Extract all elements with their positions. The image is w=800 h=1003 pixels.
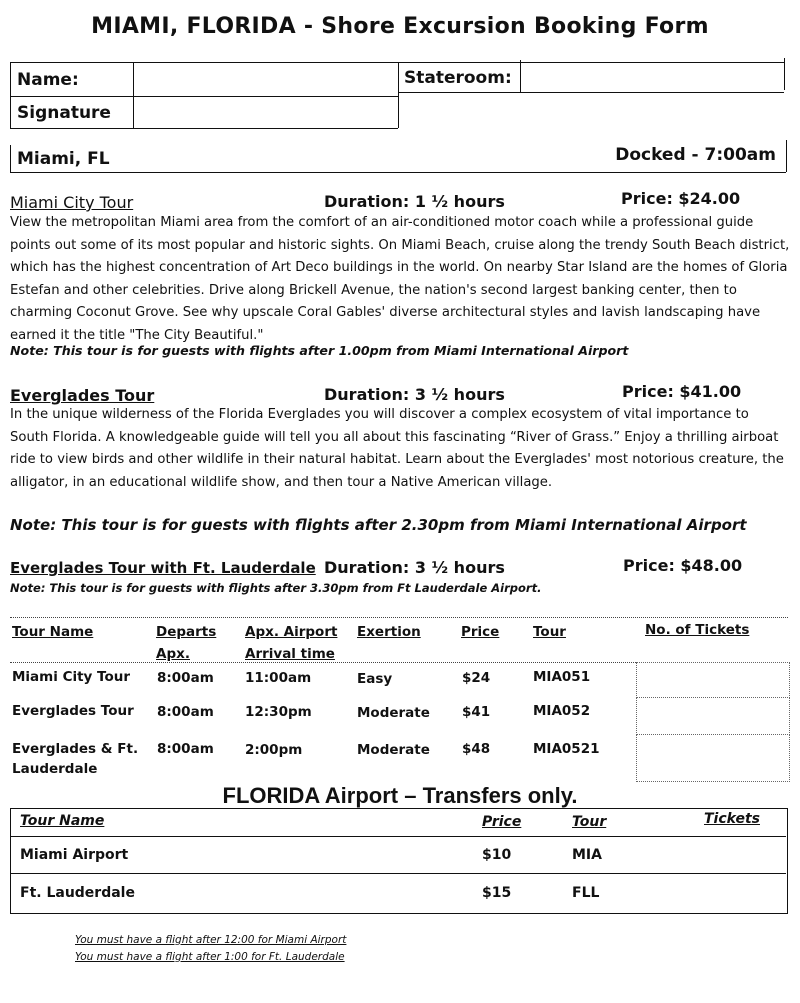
transfer-row-code: FLL (572, 885, 600, 901)
row-departs: 8:00am (157, 670, 214, 686)
tour-duration: Duration: 1 ½ hours (324, 192, 505, 211)
docked-time: Docked - 7:00am (615, 145, 776, 165)
row-arrival: 2:00pm (245, 742, 303, 758)
tour-price: Price: $48.00 (623, 556, 743, 575)
col-arrival: Apx. Airport (245, 624, 338, 640)
transfers-title: FLORIDA Airport – Transfers only. (222, 783, 578, 808)
name-field[interactable] (134, 63, 397, 95)
stateroom-label: Stateroom: (404, 68, 512, 88)
row-name: Miami City Tour (12, 669, 131, 685)
tour-duration: Duration: 3 ½ hours (324, 558, 505, 577)
col-tour-code: Tour (533, 624, 566, 640)
transfer-row-price: $15 (482, 885, 512, 901)
tour-note: Note: This tour is for guests with flights after 2.30pm from Miami International Airport (10, 516, 747, 534)
tour-title: Everglades Tour with Ft. Lauderdale (10, 559, 316, 577)
col-departs-sub: Apx. (156, 646, 190, 662)
tour-title: Everglades Tour (10, 386, 155, 405)
tour-price: Price: $24.00 (621, 189, 741, 208)
row-code: MIA0521 (533, 741, 600, 757)
transfer-ticket-field[interactable] (640, 837, 784, 872)
tour-description: In the unique wilderness of the Florida Everglades you will discover a complex ecosystem of vital importance to South Florida. A knowledgeable guide will tell you all about this fascinating “River of Grass.” Enjoy a thrilling airboat ride to view birds and other wildlife in their natural habitat. Learn about the Everglades' most notorious creature, the alligator, in an educational wildlife show, and then tour a Native American village. (10, 407, 784, 490)
tour-note: Note: This tour is for guests with flights after 3.30pm from Ft Lauderdale Airport. (10, 581, 542, 595)
transfer-row-name: Miami Airport (20, 847, 129, 863)
tour-note: Note: This tour is for guests with flights after 1.00pm from Miami International Airport (10, 343, 629, 358)
ticket-qty-field[interactable] (636, 662, 790, 698)
row-departs: 8:00am (157, 704, 214, 720)
transfer-ticket-field[interactable] (640, 874, 784, 911)
ticket-qty-field[interactable] (636, 697, 790, 735)
signature-field[interactable] (134, 97, 397, 127)
col-arrival-sub: Arrival time (245, 646, 335, 662)
tour-title: Miami City Tour (10, 193, 134, 212)
footnote: You must have a flight after 1:00 for Ft. Lauderdale (75, 951, 345, 963)
row-name: Everglades & Ft. Lauderdale (12, 741, 139, 777)
row-departs: 8:00am (157, 741, 214, 757)
name-label: Name: (17, 70, 79, 90)
row-exertion: Easy (357, 671, 393, 687)
row-exertion: Moderate (357, 705, 430, 721)
row-price: $48 (462, 741, 491, 757)
col-departs: Departs (156, 624, 217, 640)
col-price: Price (461, 624, 500, 640)
row-code: MIA052 (533, 703, 591, 719)
col-tour-name: Tour Name (12, 624, 94, 640)
row-price: $24 (462, 670, 491, 686)
tour-price: Price: $41.00 (622, 382, 742, 401)
row-price: $41 (462, 704, 491, 720)
stateroom-field[interactable] (521, 61, 783, 91)
transfer-row-code: MIA (572, 847, 602, 863)
transfer-col-name: Tour Name (20, 813, 105, 829)
port-city: Miami, FL (17, 149, 110, 169)
transfer-col-tour: Tour (572, 814, 607, 830)
footnote: You must have a flight after 12:00 for Miami Airport (75, 934, 347, 946)
tour-description: View the metropolitan Miami area from the comfort of an air-conditioned motor coach while a professional guide points out some of its most popular and historic sights. On Miami Beach, cruise along the trendy South Beach district, which has the highest concentration of Art Deco buildings in the world. On nearby Star Island are the homes of Gloria Estefan and other celebrities. Drive along Brickell Avenue, the nation's second largest banking center, then to charming Coconut Grove. See why upscale Coral Gables' diverse architectural styles and lavish landscaping have earned it the title "The City Beautiful." (10, 215, 790, 343)
signature-label: Signature (17, 103, 111, 123)
row-arrival: 11:00am (245, 670, 312, 686)
form-title: MIAMI, FLORIDA - Shore Excursion Booking Form (91, 14, 709, 39)
row-code: MIA051 (533, 669, 591, 685)
row-exertion: Moderate (357, 742, 430, 758)
col-exertion: Exertion (357, 624, 421, 640)
row-name: Everglades Tour (12, 703, 134, 719)
ticket-qty-field[interactable] (636, 734, 790, 782)
transfer-row-name: Ft. Lauderdale (20, 885, 135, 901)
tour-duration: Duration: 3 ½ hours (324, 385, 505, 404)
row-arrival: 12:30pm (245, 704, 312, 720)
transfer-col-tickets: Tickets (704, 811, 760, 827)
transfer-row-price: $10 (482, 847, 512, 863)
transfer-col-price: Price (482, 814, 522, 830)
col-tickets: No. of Tickets (645, 622, 750, 638)
